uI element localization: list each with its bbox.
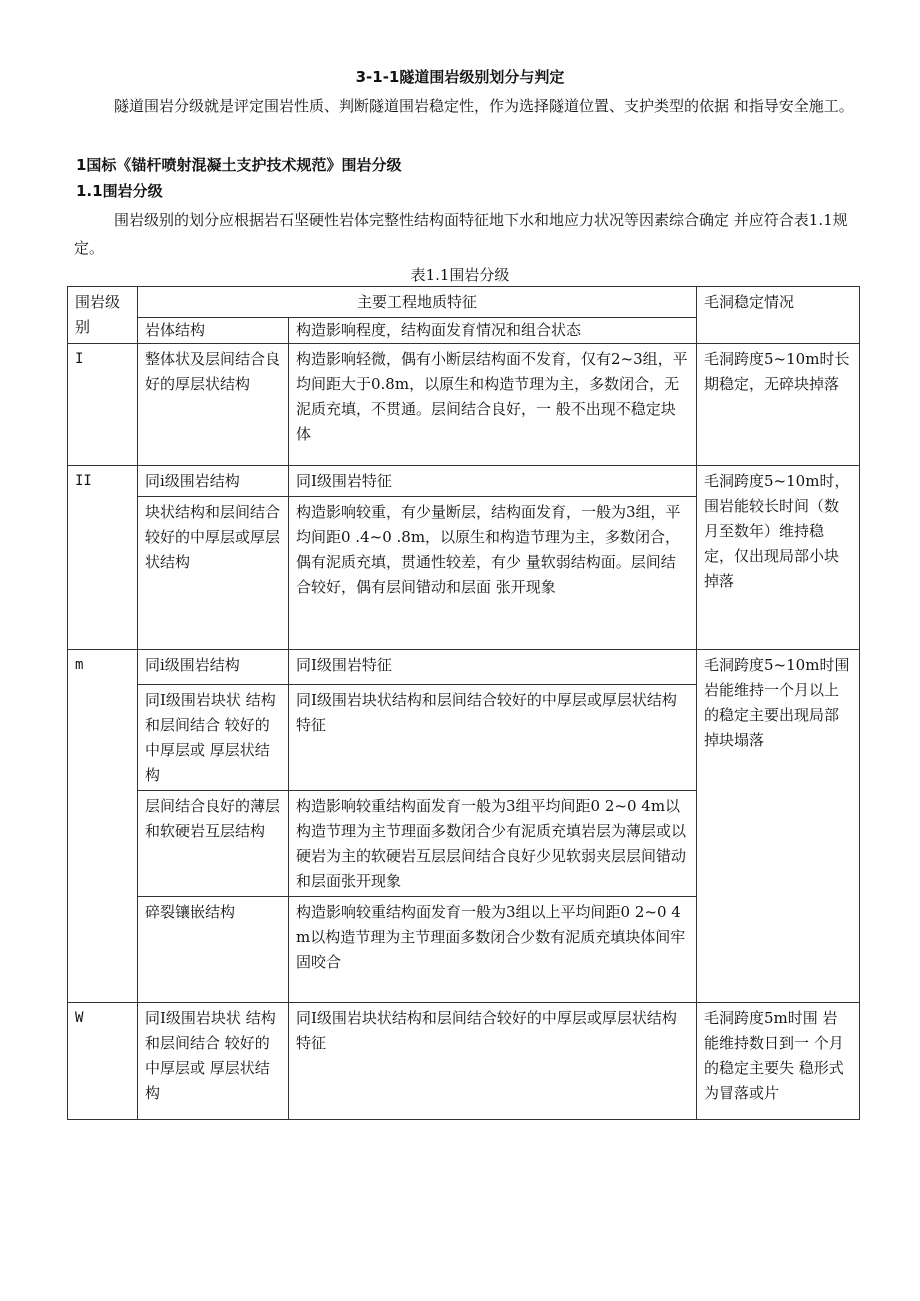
section-1-1-heading: 1.1围岩分级 xyxy=(76,182,163,200)
grade-cell: II xyxy=(68,466,138,650)
structure-cell: 碎裂镶嵌结构 xyxy=(138,897,289,1003)
structure-cell: 同i级围岩结构 xyxy=(138,466,289,497)
header-main-features: 主要工程地质特征 xyxy=(138,287,697,318)
header-grade: 围岩级别 xyxy=(68,287,138,344)
structure-cell: 层间结合良好的薄层和软硬岩互层结构 xyxy=(138,791,289,897)
stability-cell: 毛洞跨度5m时围 岩能维持数日到一 个月的稳定主要失 稳形式为冒落或片 xyxy=(697,1003,860,1120)
grade-cell: I xyxy=(68,344,138,466)
header-stability: 毛洞稳定情况 xyxy=(697,287,860,344)
document-title: 3-1-1隧道围岩级别划分与判定 xyxy=(355,68,565,86)
intro-paragraph: 隧道围岩分级就是评定围岩性质、判断隧道围岩稳定性，作为选择隧道位置、支护类型的依据 和指导安全施工。 xyxy=(114,97,854,115)
structure-cell: 块状结构和层间结合较好的中厚层或厚层状结构 xyxy=(138,497,289,650)
structure-cell: 同I级围岩块状 结构和层间结合 较好的中厚层或 厚层状结构 xyxy=(138,1003,289,1120)
stability-cell: 毛洞跨度5~10m时长期稳定，无碎块掉落 xyxy=(697,344,860,466)
table-caption: 表1.1围岩分级 xyxy=(410,266,510,284)
header-features: 构造影响程度，结构面发育情况和组合状态 xyxy=(289,318,697,344)
structure-cell: 整体状及层间结合良好的厚层状结构 xyxy=(138,344,289,466)
grade-cell: W xyxy=(68,1003,138,1120)
header-structure: 岩体结构 xyxy=(138,318,289,344)
features-cell: 构造影响较重结构面发育一般为3组平均间距0 2~0 4m以构造节理为主节理面多数闭合少有泥质充填岩层为薄层或以硬岩为主的软硬岩互层层间结合良好少见软弱夹层层间错动和层面张开现象 xyxy=(289,791,697,897)
features-cell: 构造影响较重，有少量断层，结构面发育，一般为3组，平均间距0 .4~0 .8m，以原生和构造节理为主，多数闭合，偶有泥质充填，贯通性较差，有少 量软弱结构面。层间结合较好，偶有层间错动和层面 张开现象 xyxy=(289,497,697,650)
stability-cell: 毛洞跨度5~10m时，围岩能较长时间（数月至数年）维持稳定，仅出现局部小块掉落 xyxy=(697,466,860,650)
stability-cell: 毛洞跨度5~10m时围岩能维持一个月以上的稳定主要出现局部掉块塌落 xyxy=(697,650,860,1003)
section-1-1-paragraph: 围岩级别的划分应根据岩石坚硬性岩体完整性结构面特征地下水和地应力状况等因素综合确定 并应符合表1.1规定。 xyxy=(74,211,848,257)
structure-cell: 同i级围岩结构 xyxy=(138,650,289,685)
structure-cell: 同I级围岩块状 结构和层间结合 较好的中厚层或 厚层状结构 xyxy=(138,685,289,791)
features-cell: 构造影响轻微，偶有小断层结构面不发育，仅有2~3组，平均间距大于0.8m，以原生和构造节理为主，多数闭合，无泥质充填，不贯通。层间结合良好，一 般不出现不稳定块体 xyxy=(289,344,697,466)
features-cell: 构造影响较重结构面发育一般为3组以上平均间距0 2~0 4m以构造节理为主节理面多数闭合少数有泥质充填块体间牢固咬合 xyxy=(289,897,697,1003)
features-cell: 同I级围岩块状结构和层间结合较好的中厚层或厚层状结构特征 xyxy=(289,685,697,791)
rock-grade-table xyxy=(67,286,860,1120)
grade-cell: m xyxy=(68,650,138,1003)
section-1-heading: 1国标《锚杆喷射混凝土支护技术规范》围岩分级 xyxy=(76,156,402,174)
features-cell: 同I级围岩特征 xyxy=(289,650,697,685)
features-cell: 同I级围岩特征 xyxy=(289,466,697,497)
features-cell: 同I级围岩块状结构和层间结合较好的中厚层或厚层状结构特征 xyxy=(289,1003,697,1120)
